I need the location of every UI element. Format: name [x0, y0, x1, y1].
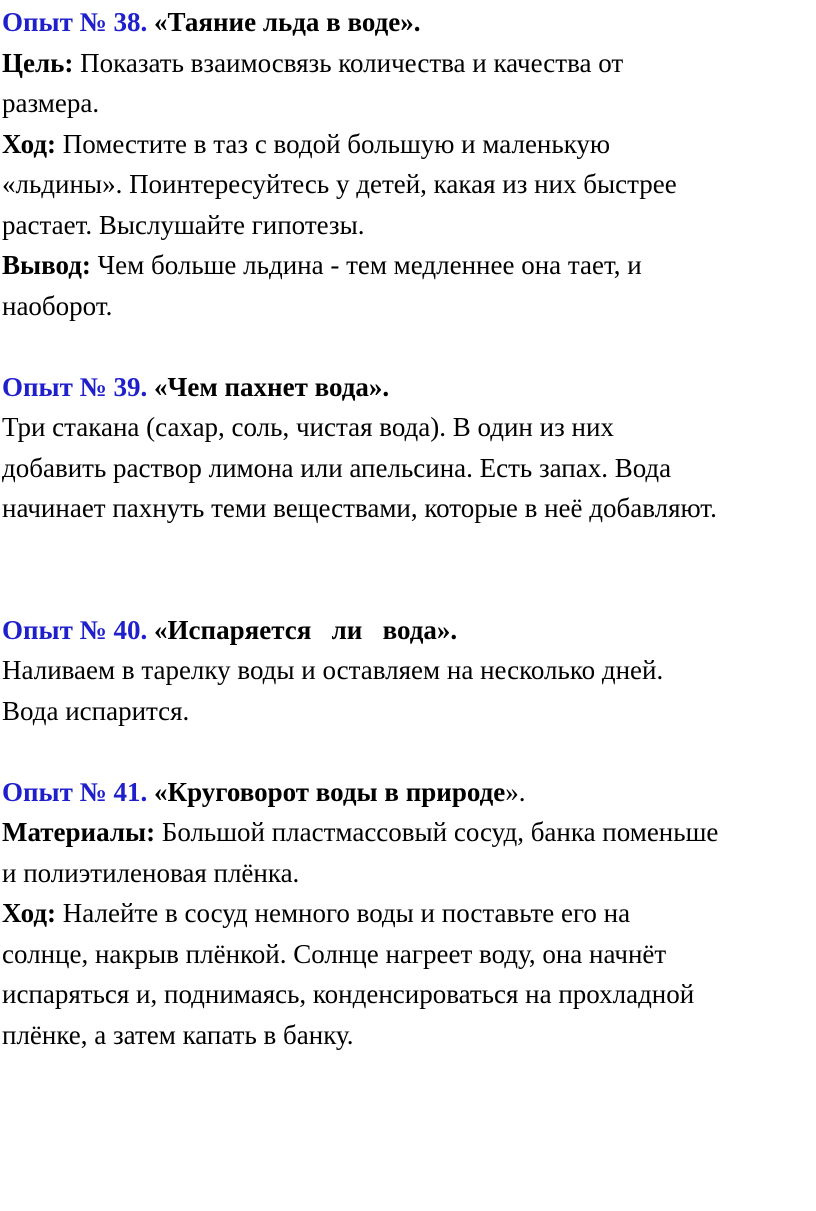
experiment-40-heading	[2, 610, 812, 651]
spacer	[2, 326, 812, 367]
process-label: Ход:	[2, 128, 57, 159]
experiment-38-process	[2, 124, 812, 165]
materials-text-line-2: и полиэтиленовая плёнка.	[2, 857, 300, 888]
process-text-line-3: испаряться и, поднимаясь, конденсироваться на прохладной	[2, 979, 695, 1009]
experiment-38-conclusion	[2, 245, 812, 286]
experiment-38-title: «Таяние льда в воде».	[147, 7, 421, 37]
goal-text-line-1: Показать взаимосвязь количества и качества от	[73, 47, 624, 78]
experiment-40-text-line-2: Вода испарится.	[2, 695, 190, 726]
experiment-41-materials	[2, 812, 812, 853]
materials-label: Материалы:	[2, 817, 156, 847]
experiment-38-goal	[2, 43, 812, 84]
experiment-38-heading	[2, 2, 812, 43]
spacer	[2, 731, 812, 772]
goal-text-line-2: размера.	[2, 88, 100, 118]
experiment-41-heading	[2, 772, 812, 813]
experiment-40-title: «Испаряется ли вода».	[147, 614, 458, 645]
experiment-39-number: Опыт № 39.	[2, 371, 148, 402]
process-text-line-1: Налейте в сосуд немного воды и поставьте его на	[56, 898, 631, 928]
conclusion-label: Вывод:	[2, 250, 91, 280]
experiment-39-title: «Чем пахнет вода».	[147, 371, 390, 402]
experiment-40-text-line-1: Наливаем в тарелку воды и оставляем на несколько дней.	[2, 655, 664, 685]
experiment-41-title: «Круговорот воды в природе	[147, 776, 506, 807]
spacer	[2, 529, 812, 610]
experiment-39-heading	[2, 367, 812, 408]
experiment-41-process	[2, 893, 812, 934]
experiment-39-text-line-1: Три стакана (сахар, соль, чистая вода). В один из них	[2, 412, 614, 442]
experiment-40-number: Опыт № 40.	[2, 614, 148, 645]
conclusion-text-line-2: наоборот.	[2, 290, 113, 321]
process-label: Ход:	[2, 898, 57, 928]
process-text-line-1: Поместите в таз с водой большую и маленькую	[56, 128, 611, 159]
process-text-line-4: плёнке, а затем капать в банку.	[2, 1019, 354, 1050]
process-text-line-2: солнце, накрыв плёнкой. Солнце нагреет воду, она начнёт	[2, 938, 667, 969]
experiment-39-text-line-2: добавить раствор лимона или апельсина. Есть запах. Вода	[2, 452, 672, 483]
materials-text-line-1: Большой пластмассовый сосуд, банка поменьше	[155, 817, 719, 847]
experiment-41-number: Опыт № 41.	[2, 776, 148, 807]
goal-label: Цель:	[2, 47, 74, 78]
experiment-40	[2, 610, 812, 732]
process-text-line-3: растает. Выслушайте гипотезы.	[2, 209, 365, 240]
conclusion-text-line-1: Чем больше льдина - тем медленнее она тает, и	[90, 250, 642, 280]
process-text-line-2: «льдины». Поинтересуйтесь у детей, какая из них быстрее	[2, 169, 677, 199]
experiment-38	[2, 2, 812, 326]
experiment-39	[2, 367, 812, 529]
experiment-39-text-line-3: начинает пахнуть теми веществами, которые в неё добавляют.	[2, 493, 717, 523]
experiment-38-number: Опыт № 38.	[2, 7, 148, 37]
experiment-41	[2, 772, 812, 1056]
experiment-41-title-end: ».	[505, 776, 526, 807]
